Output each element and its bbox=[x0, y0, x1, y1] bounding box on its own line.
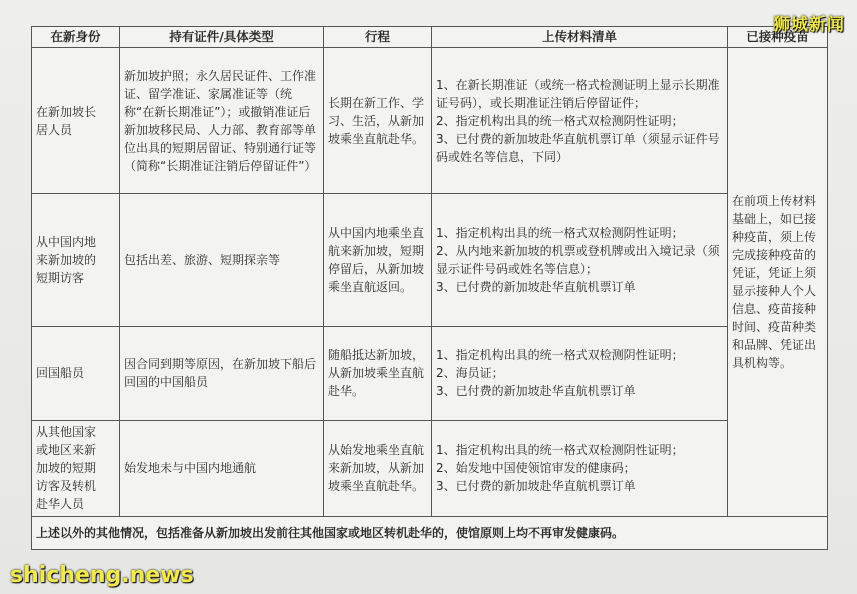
footer-row bbox=[32, 516, 828, 549]
table-row bbox=[32, 48, 828, 194]
health-code-requirements-table bbox=[31, 26, 828, 550]
row-trip: 随船抵达新加坡，从新加坡乘坐直航赴华。 bbox=[324, 326, 432, 420]
row-trip: 从始发地乘坐直航来新加坡，从新加坡乘坐直航赴华。 bbox=[324, 420, 432, 516]
row-list: 1、指定机构出具的统一格式双检测阴性证明； 2、从内地来新加坡的机票或登机牌或出入境记录（须显示证件号码或姓名等信息）； 3、已付费的新加坡赴华直航机票订单 bbox=[432, 194, 728, 326]
row-trip: 长期在新工作、学习、生活，从新加坡乘坐直航赴华。 bbox=[324, 48, 432, 194]
vaccine-note: 在前项上传材料基础上，如已接种疫苗，须上传完成接种疫苗的凭证，凭证上须显示接种人个人信息、疫苗接种时间、疫苗种类和品牌、凭证出具机构等。 bbox=[728, 48, 828, 517]
row-status: 从其他国家 或地区来新 加坡的短期 访客及转机 赴华人员 bbox=[32, 420, 120, 516]
row-cert: 新加坡护照；永久居民证件、工作准证、留学准证、家属准证等（统称“在新长期准证”）；或撤销准证后新加坡移民局、人力部、教育部等单位出具的短期居留证、特别通行证等（简称“长期准证注销后停留证件”） bbox=[120, 48, 324, 194]
header-cert: 持有证件/具体类型 bbox=[120, 27, 324, 48]
watermark-logo-top: 狮城新闻 bbox=[773, 15, 845, 35]
row-list: 1、在新长期准证（或统一格式检测证明上显示长期准证号码），或长期准证注销后停留证件； 2、指定机构出具的统一格式双检测阴性证明； 3、已付费的新加坡赴华直航机票订单（须显示证件号码或姓名等信息，下同） bbox=[432, 48, 728, 194]
row-status: 在新加坡长 居人员 bbox=[32, 48, 120, 194]
header-row bbox=[32, 27, 828, 48]
table-row bbox=[32, 326, 828, 420]
header-list: 上传材料清单 bbox=[432, 27, 728, 48]
row-status: 回国船员 bbox=[32, 326, 120, 420]
row-trip: 从中国内地乘坐直航来新加坡，短期停留后，从新加坡乘坐直航返回。 bbox=[324, 194, 432, 326]
table-row bbox=[32, 420, 828, 516]
header-trip: 行程 bbox=[324, 27, 432, 48]
table-row bbox=[32, 194, 828, 326]
footer-note: 上述以外的其他情况，包括准备从新加坡出发前往其他国家或地区转机赴华的，使馆原则上均不再审发健康码。 bbox=[32, 516, 828, 549]
header-status: 在新身份 bbox=[32, 27, 120, 48]
row-list: 1、指定机构出具的统一格式双检测阴性证明； 2、始发地中国使领馆审发的健康码； 3、已付费的新加坡赴华直航机票订单 bbox=[432, 420, 728, 516]
row-list: 1、指定机构出具的统一格式双检测阴性证明； 2、海员证； 3、已付费的新加坡赴华直航机票订单 bbox=[432, 326, 728, 420]
header-extra: 已接种疫苗 bbox=[728, 27, 828, 48]
row-cert: 包括出差、旅游、短期探亲等 bbox=[120, 194, 324, 326]
row-cert: 因合同到期等原因，在新加坡下船后回国的中国船员 bbox=[120, 326, 324, 420]
watermark-logo-bottom: shicheng.news bbox=[10, 563, 194, 588]
row-cert: 始发地未与中国内地通航 bbox=[120, 420, 324, 516]
row-status: 从中国内地 来新加坡的 短期访客 bbox=[32, 194, 120, 326]
